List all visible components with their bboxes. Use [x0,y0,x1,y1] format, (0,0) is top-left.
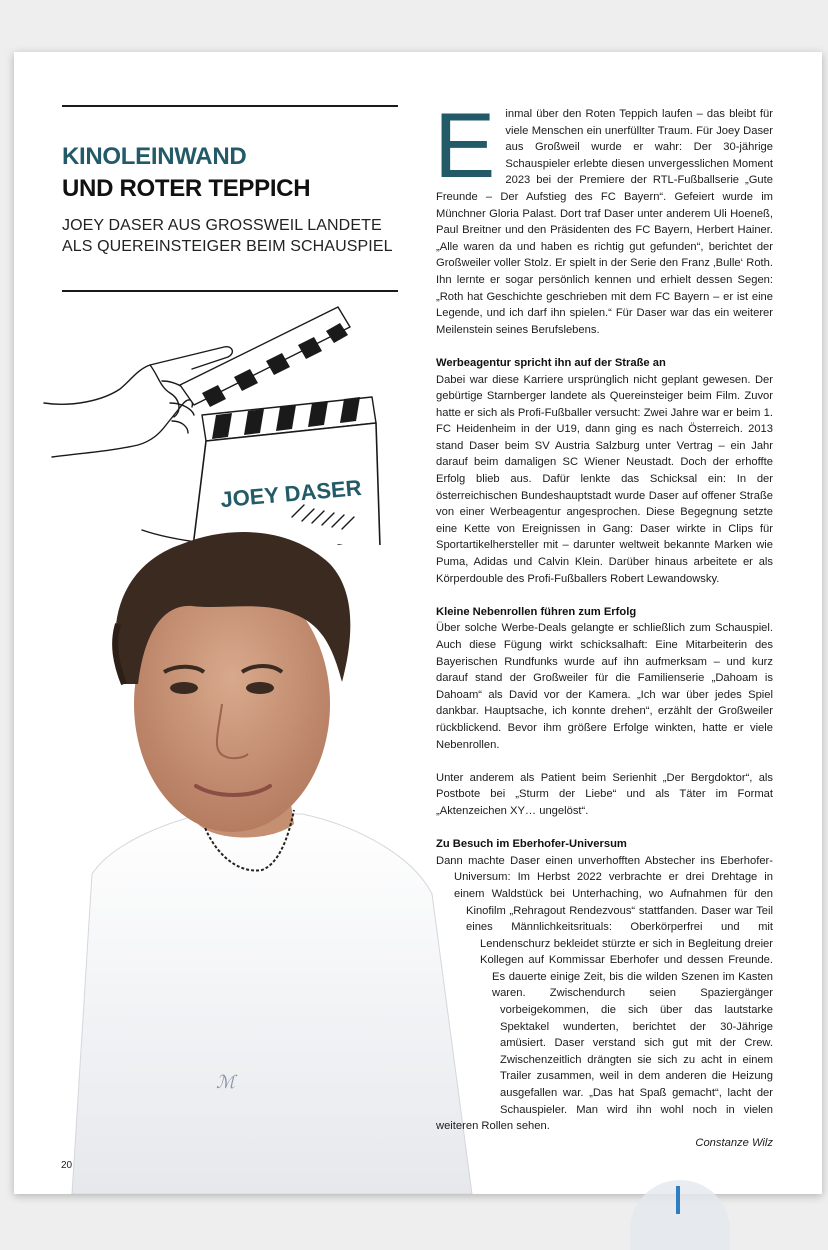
section-heading-nebenrollen: Kleine Nebenrollen führen zum Erfolg [436,605,637,618]
clapperboard-label: JOEY DASER [219,474,363,513]
svg-text:ℳ: ℳ [216,1072,236,1093]
article-intro: inmal über den Roten Teppich laufen – das bleibt für viele Menschen ein unerfüllter Traum. Für Joey Daser aus Großweil wurde er wahr: Der 30-jährige Schauspieler erlebte diesen unvergesslichen Moment 2023 bei der Premiere der RTL-Fußballserie „Gute Freunde – Der Aufstieg des FC Bayern“. Gefeiert wurde im Münchner Gloria Palast. Dort traf Daser unter anderem Uli Hoeneß, Paul Breitner und den Präsidenten des FC Bayern, Herbert Hainer. „Alle waren da und haben es richtig gut gefunden“, berichtet der Großweiler voller Stolz. Er spielt in der Serie den Franz ‚Bulle‘ Roth. Ihn lernte er sogar persönlich kennen und erhielt dessen Segen: „Roth hat Geschichte geschrieben mit dem FC Bayern – er ist eine Legende, und ich darf ihn spielen.“ Für Daser war das ein weiterer Meilenstein seines Berufslebens. [436,108,773,336]
section-heading-werbeagentur: Werbeagentur spricht ihn auf der Straße an [436,356,666,369]
magazine-page [14,52,822,1194]
section-text-eberhofer: Dann machte Daser einen unverhofften Abstecher ins Eberhofer-Universum: Im Herbst 2022 verbrachte er drei Drehtage in einem Waldstück bei Unterhaching, wo Aufnahmen für den Kinofilm „Rehragout Rendezvous“ stattfanden. Daser war Teil eines Männlichkeitsrituals: Oberkörperfrei und mit Lendenschurz bekleidet stürzte er sich in Begleitung dreier Kollegen auf Kommissar Eberhofer und dessen Freunde. Es dauerte einige Zeit, bis die wilden Szenen im Kasten waren. Zwischendurch seien Spaziergänger vorbeigekommen, die sich über das lautstarke Spektakel wunderten, berichtet der 30-Jährige amüsiert. Daser verstand sich gut mit der Crew. Zwischenzeitlich drängten sie sich zu acht in einem Trailer zusammen, weil in dem anderen die Heizung ausgefallen war. „Das hat Spaß gemacht“, lacht der Schauspieler. Man wird ihn wohl noch in vielen weiteren Rollen sehen. [436,854,773,1133]
headline-main: UND ROTER TEPPICH [62,175,311,202]
byline: Constanze Wilz [695,1136,773,1149]
background-accent-line [676,1186,680,1214]
subheadline: JOEY DASER AUS GROSSWEIL LANDETE ALS QUEREINSTEIGER BEIM SCHAUSPIEL [62,217,393,255]
headline-accent: KINOLEINWAND [62,143,247,170]
section-heading-eberhofer: Zu Besuch im Eberhofer-Universum [436,838,627,851]
section-text-werbeagentur: Dabei war diese Karriere ursprünglich nicht geplant gewesen. Der gebürtige Starnberger landete als Quereinsteiger beim Film. Zuvor hatte er sich als Profi-Fußballer versucht: Zwei Jahre war er beim 1. FC Heidenheim in der U19, dann ging es nach Österreich. 2013 stand Daser beim SV Austria Salzburg unter Vertrag – ein Jahr darauf beim damaligen SC Wiener Neustadt. Doch der erhoffte Erfolg blieb aus. Dafür lenkte das Schicksal ein: In der österreichischen Bundeshauptstadt wurde Daser auf offener Straße von einer Werbeagentur angesprochen. Diese Begegnung setzte eine Kette von Ereignissen in Gang: Daser wirkte in Clips für Sportartikelhersteller mit – darunter weltweit bekannte Marken wie Puma, Adidas und Calvin Klein. Darüber hinaus arbeitete er als Körperdouble des Profi-Fußballers Robert Lewandowsky. [436,373,773,585]
portrait-photo [32,514,482,1194]
drop-cap: E [434,95,496,197]
clapperboard-illustration [42,285,382,545]
page-number: 20 [61,1160,73,1171]
top-rule [62,105,398,107]
article-body [434,95,773,1151]
section-text-nebenrollen: Über solche Werbe-Deals gelangte er schließlich zum Schauspiel. Auch diese Fügung wirkt schicksalhaft: Eine Mitarbeiterin des Bayerischen Rundfunks wurde auf ihn aufmerksam – und kurz darauf stand der Großweiler für die Familienserie „Dahoam is Dahoam“ als David vor der Kamera. „Ich war über jedes Spiel dankbar. Hauptsache, ich konnte drehen“, erzählt der Großweiler rückblickend. Bevor ihm größere Erfolge winkten, hatte er viele Nebenrollen. [436,622,773,751]
section-text-nebenrollen-b: Unter anderem als Patient beim Serienhit „Der Bergdoktor“, als Postbote bei „Sturm der Liebe“ und als Täter im Format „Aktenzeichen XY… ungelöst“. [436,771,773,817]
